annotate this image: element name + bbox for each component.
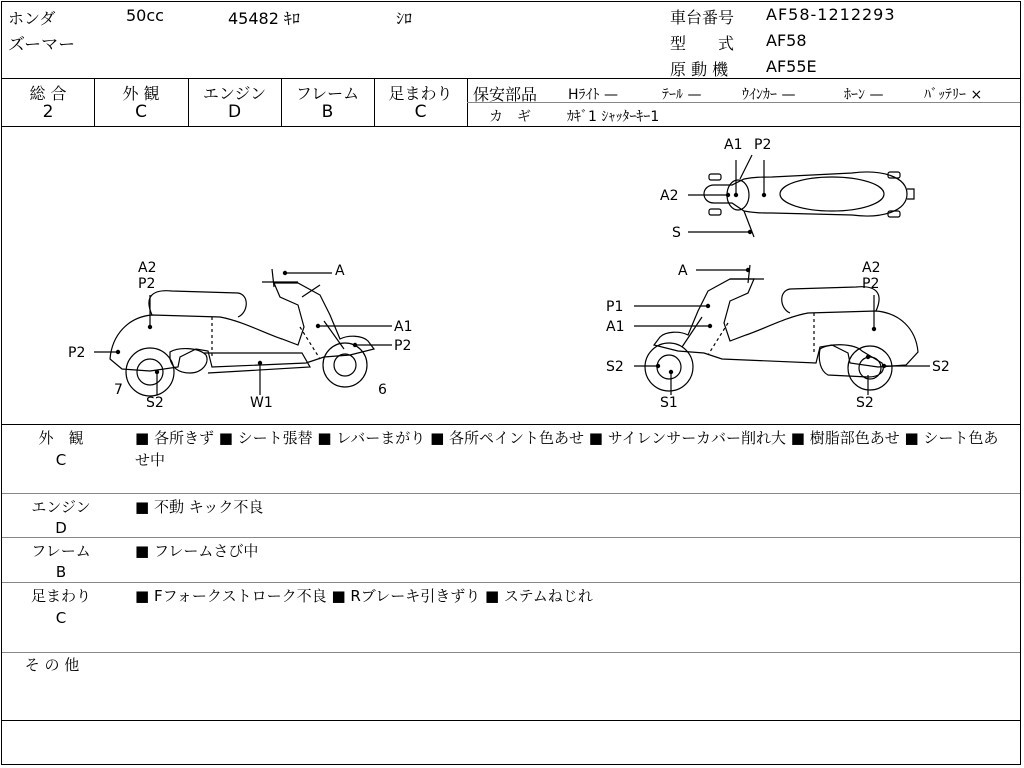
label-top-s: S: [672, 225, 681, 241]
label-right-p2: P2: [862, 276, 880, 292]
label-right-p1: P1: [606, 299, 624, 315]
type-label: 型 式: [670, 34, 735, 53]
label-left-p2-rear: P2: [68, 345, 86, 361]
mileage: 45482 ｷﾛ: [228, 9, 300, 28]
remark-text: ■ 各所きず ■ シート張替 ■ レバーまがり ■ 各所ペイント色あせ ■ サイレンサーカバー削れ大 ■ 樹脂部色あせ ■ シート色あせ中: [135, 429, 999, 469]
grade-label-frame: フレーム: [295, 84, 360, 103]
grade-label-exterior: 外 観: [122, 84, 160, 103]
remark-divider: [2, 537, 1020, 538]
label-right-s2-right: S2: [932, 359, 950, 375]
label-right-s2-bottom: S2: [856, 395, 874, 411]
label-left-7: 7: [114, 382, 123, 398]
label-top-a1: A1: [724, 137, 743, 153]
frame-number: AF58-1212293: [766, 5, 896, 24]
grade-label-overall: 総 合: [29, 84, 67, 103]
model-name: ズーマー: [8, 35, 76, 55]
label-top-p2: P2: [754, 137, 772, 153]
scooter-diagram: [2, 127, 1020, 424]
label-left-a: A: [335, 263, 345, 279]
grade-label-suspension: 足まわり: [388, 84, 453, 103]
remark-divider: [2, 582, 1020, 583]
engine-value: AF55E: [766, 57, 817, 76]
displacement: 50cc: [126, 6, 164, 25]
label-right-a2: A2: [862, 260, 881, 276]
safety-winker: ｳｲﾝｶｰ —: [742, 87, 796, 103]
label-left-w1: W1: [250, 395, 273, 411]
grade-label-engine: エンジン: [202, 84, 267, 103]
grade-value-engine: D: [227, 102, 242, 122]
label-left-a1: A1: [394, 319, 413, 335]
remark-grade: C: [55, 451, 67, 469]
label-right-s1: S1: [660, 395, 678, 411]
maker: ホンダ: [8, 9, 56, 28]
label-right-s2-left: S2: [606, 359, 624, 375]
safety-label: 保安部品: [473, 85, 538, 104]
safety-tail: ﾃｰﾙ —: [662, 87, 702, 103]
remark-text: ■ 不動 キック不良: [135, 498, 264, 516]
grade-value-overall: 2: [42, 102, 54, 122]
remark-category: 外 観: [38, 429, 84, 447]
grade-value-suspension: C: [414, 102, 427, 122]
remark-text: ■ フレームさび中: [135, 542, 259, 560]
label-top-a2: A2: [660, 188, 679, 204]
type-value: AF58: [766, 31, 807, 50]
inspection-sheet: [1, 1, 1021, 765]
remark-category: エンジン: [31, 498, 91, 516]
frame-number-label: 車台番号: [670, 8, 735, 27]
label-left-6: 6: [378, 382, 387, 398]
grade-value-frame: B: [321, 102, 334, 122]
key-value: ｶｷﾞ1 ｼｬｯﾀｰｷｰ1: [567, 109, 660, 125]
engine-label: 原 動 機: [670, 60, 729, 79]
safety-horn: ﾎｰﾝ —: [844, 87, 884, 103]
remark-divider: [2, 493, 1020, 494]
remark-category: フレーム: [31, 542, 91, 560]
color: ｼﾛ: [396, 9, 413, 28]
remark-bottom-divider: [2, 720, 1020, 721]
remark-grade: B: [55, 563, 67, 581]
label-right-a1: A1: [606, 319, 625, 335]
remark-text: ■ Fフォークストローク不良 ■ Rブレーキ引きずり ■ ステムねじれ: [135, 587, 593, 605]
remark-grade: D: [55, 519, 67, 537]
safety-headlight: Hﾗｲﾄ —: [568, 87, 618, 103]
label-right-a: A: [678, 263, 688, 279]
label-left-p2-right: P2: [394, 338, 412, 354]
remark-category: 足まわり: [30, 587, 91, 605]
remark-divider: [2, 652, 1020, 653]
label-left-s2: S2: [146, 395, 164, 411]
key-label: カ ギ: [489, 109, 531, 125]
label-left-p2-top: P2: [138, 276, 156, 292]
diagram-bottom-divider: [2, 424, 1020, 425]
remark-category: そ の 他: [24, 656, 80, 674]
label-left-a2: A2: [138, 260, 157, 276]
safety-battery: ﾊﾞｯﾃﾘｰ ×: [924, 87, 983, 103]
remark-grade: C: [55, 609, 67, 627]
header-divider: [2, 78, 1020, 79]
grade-value-exterior: C: [135, 102, 147, 122]
